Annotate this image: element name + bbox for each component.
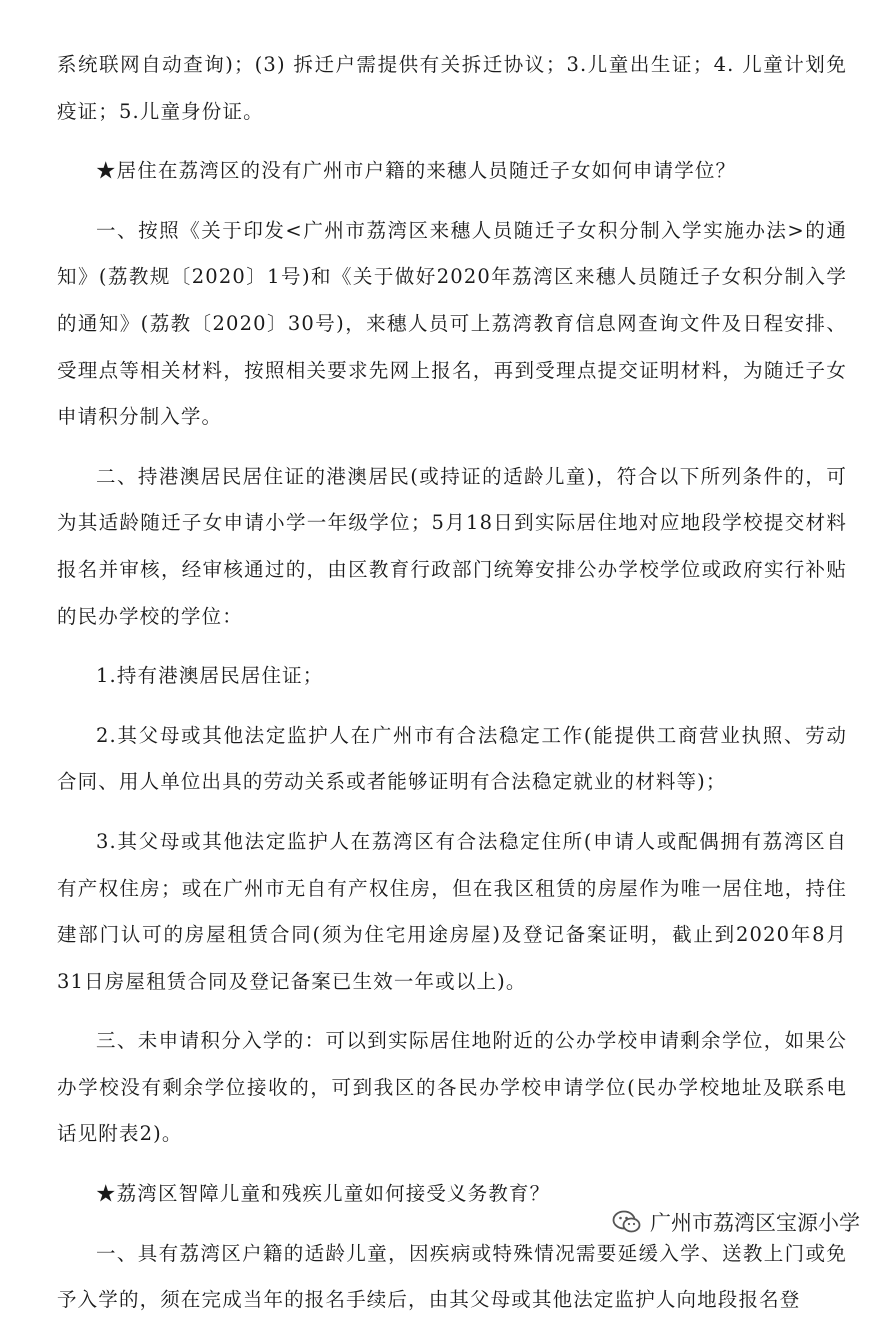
condition-item-3: 3.其父母或其他法定监护人在荔湾区有合法稳定住所(申请人或配偶拥有荔湾区自有产权住房；或在广州市无自有产权住房，但在我区租赁的房屋作为唯一居住地，持住建部门认可的房屋租赁合同(须为住宅用途房屋)及登记备案证明，截止到2020年8月31日房屋租赁合同及登记备案已生效一年或以上)。 bbox=[57, 829, 847, 993]
account-watermark bbox=[612, 1207, 860, 1237]
section-heading-migrant-children: ★居住在荔湾区的没有广州市户籍的来穗人员随迁子女如何申请学位？ bbox=[96, 159, 737, 183]
paragraph-points-system: 一、按照《关于印发<广州市荔湾区来穗人员随迁子女积分制入学实施办法>的通知》(荔教规〔2020〕1号)和《关于做好2020年荔湾区来穗人员随迁子女积分制入学的通知》(荔教〔2020〕30号)，来穗人员可上荔湾教育信息网查询文件及日程安排、受理点等相关材料，按照相关要求先网上报名，再到受理点提交证明材料，为随迁子女申请积分制入学。 bbox=[57, 218, 847, 429]
section-heading-special-needs: ★荔湾区智障儿童和残疾儿童如何接受义务教育？ bbox=[96, 1182, 551, 1206]
watermark-text: 广州市荔湾区宝源小学 bbox=[650, 1211, 860, 1235]
condition-item-1: 1.持有港澳居民居住证； bbox=[96, 664, 324, 688]
condition-item-2: 2.其父母或其他法定监护人在广州市有合法稳定工作(能提供工商营业执照、劳动合同、用人单位出具的劳动关系或者能够证明有合法稳定就业的材料等)； bbox=[57, 723, 847, 794]
paragraph-no-points-application: 三、未申请积分入学的：可以到实际居住地附近的公办学校申请剩余学位，如果公办学校没有剩余学位接收的，可到我区的各民办学校申请学位(民办学校地址及联系电话见附表2)。 bbox=[57, 1029, 847, 1146]
wechat-icon bbox=[612, 1209, 642, 1235]
paragraph-special-needs-enrollment: 一、具有荔湾区户籍的适龄儿童，因疾病或特殊情况需要延缓入学、送教上门或免予入学的，须在完成当年的报名手续后，由其父母或其他法定监护人向地段报名登 bbox=[57, 1241, 847, 1312]
paragraph-continuation: 系统联网自动查询)；(3) 拆迁户需提供有关拆迁协议；3.儿童出生证；4. 儿童计划免疫证；5.儿童身份证。 bbox=[57, 53, 847, 123]
paragraph-hk-macao-residents: 二、持港澳居民居住证的港澳居民(或持证的适龄儿童)，符合以下所列条件的，可为其适龄随迁子女申请小学一年级学位；5月18日到实际居住地对应地段学校提交材料报名并审核，经审核通过的，由区教育行政部门统筹安排公办学校学位或政府实行补贴的民办学校的学位： bbox=[57, 464, 847, 628]
document-body bbox=[57, 42, 847, 1324]
